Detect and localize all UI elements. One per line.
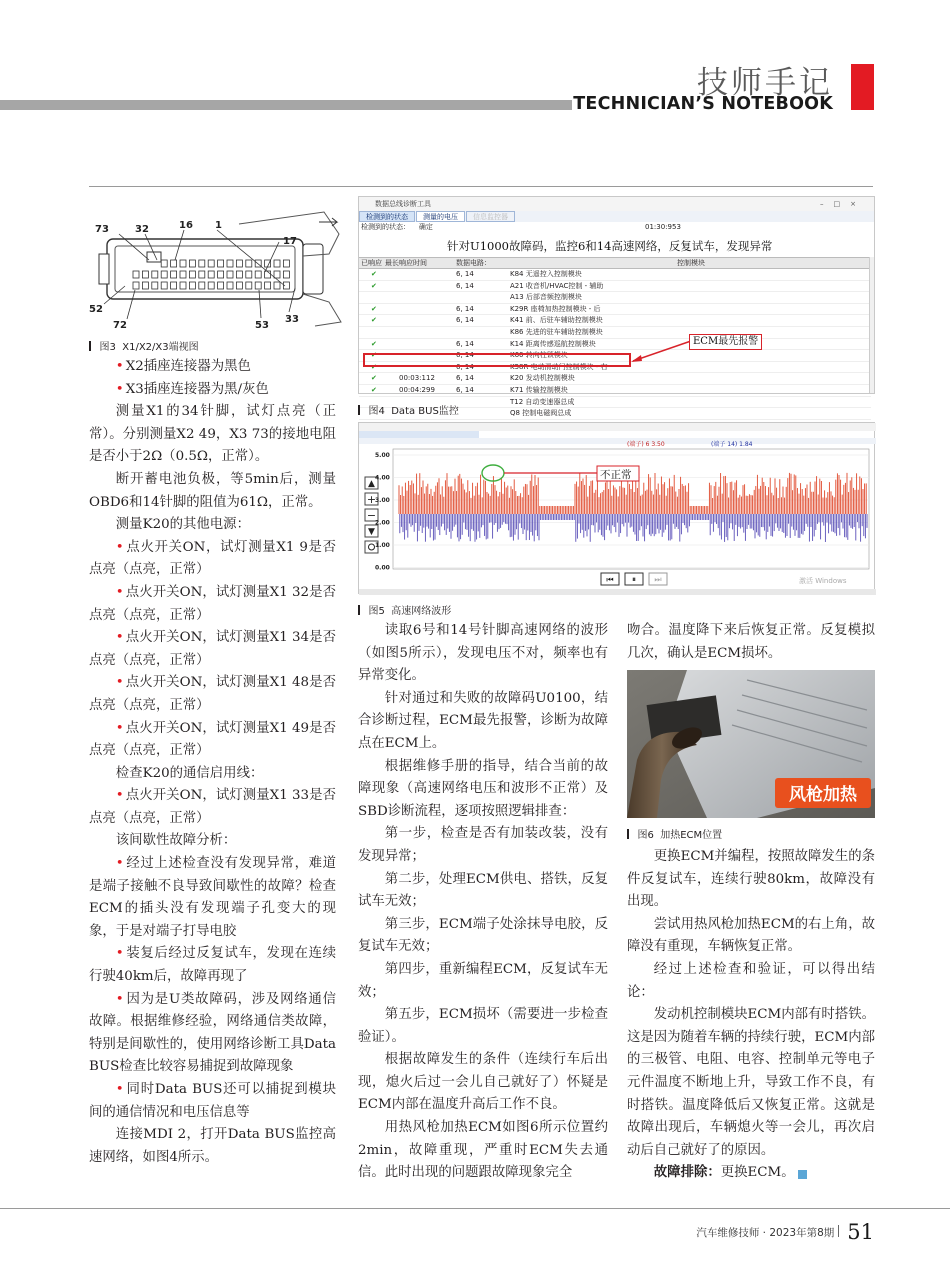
bullet-icon: •	[115, 584, 124, 600]
svg-text:−: −	[366, 509, 377, 522]
connector-pin	[152, 282, 158, 289]
row-module: K20 发动机控制模块	[510, 374, 575, 383]
section-title: 技师手记	[697, 65, 833, 101]
module-row	[359, 385, 871, 397]
paragraph: 更换ECM并编程，按照故障发生的条件反复试车，连续行驶80km，故障没有出现。	[627, 849, 875, 910]
pin-label-33: 33	[285, 314, 299, 325]
row-module: Q8 控制电磁阀总成	[510, 409, 572, 418]
svg-text:⏸: ⏸	[632, 575, 636, 584]
page-footer	[696, 1220, 874, 1244]
y-tick-label: 5.00	[375, 452, 390, 459]
figure-5-caption: 图5 高速网络波形	[358, 602, 451, 617]
module-row	[359, 339, 871, 351]
bullet-item: • 因为是U类故障码，涉及网络通信故障。根据维修经验，网络通信类故障，特别是间歇性的，使用网络诊断工具Data BUS检查比较容易捕捉到故障现象	[89, 991, 336, 1075]
heat-gun-label: 风枪加热	[789, 785, 857, 805]
bullet-item: • X2插座连接器为黑色	[115, 359, 251, 374]
article-column-2	[358, 620, 608, 1185]
row-module: T12 自动变速器总成	[510, 397, 575, 406]
pin6-readout: (端子) 6 3.50	[627, 441, 665, 448]
bullet-item: • 点火开关ON，试灯测量X1 32是否点亮（点亮，正常）	[89, 584, 336, 623]
paragraph: 测量X1的34针脚，试灯点亮（正常）。分别测量X2 49，X3 73的接地电阻是否小于2Ω（0.5Ω，正常）。	[89, 404, 336, 465]
connector-pin	[189, 271, 195, 278]
connector-pin	[274, 260, 280, 267]
pin-label-1: 1	[215, 220, 222, 231]
connector-pin	[255, 282, 261, 289]
figure-3-caption: 图3 X1/X2/X3端视图	[89, 338, 199, 353]
row-module: A21 收音机/HVAC控制 - 辅助	[510, 281, 604, 290]
connector-pin	[274, 282, 280, 289]
connector-pin	[171, 260, 177, 267]
bullet-item: • 点火开关ON，试灯测量X1 33是否点亮（点亮，正常）	[89, 788, 336, 826]
paragraph: 断开蓄电池负极，等5min后，测量OBD6和14针脚的阻值为61Ω，正常。	[89, 471, 336, 510]
figure-3-connector	[89, 194, 347, 334]
row-module: K86 先进的驻车辅助控制模块	[510, 327, 603, 336]
row-module: K58R 电动滑动门控制模块 - 右	[510, 362, 608, 371]
bullet-icon: •	[115, 539, 124, 555]
connector-pin	[161, 282, 167, 289]
row-time: 00:04:299	[399, 385, 435, 394]
row-module: K14 距离传感巡航控制模块	[510, 339, 596, 348]
connector-pin	[189, 260, 195, 267]
connector-pin	[161, 260, 167, 267]
svg-text:▲: ▲	[368, 479, 375, 489]
connector-pin	[246, 282, 252, 289]
module-row	[359, 373, 871, 385]
elapsed-time: 01:30:953	[645, 223, 681, 231]
row-module: K60 转向柱锁模块	[510, 351, 568, 360]
row-check: ✔	[371, 351, 377, 360]
header-rule	[0, 100, 572, 110]
row-pins: 6, 14	[456, 351, 474, 360]
ecm-alarm-callout: ECM最先报警	[689, 334, 762, 350]
row-check: ✔	[371, 385, 377, 394]
connector-pin	[246, 271, 252, 278]
connector-pin	[208, 271, 214, 278]
connector-pin	[180, 271, 186, 278]
row-check: ✔	[371, 316, 377, 325]
paragraph: 测量K20的其他电源：	[115, 517, 250, 533]
conclusion: 故障排除：更换ECM。 M	[653, 1165, 831, 1181]
connector-pin	[227, 282, 233, 289]
svg-text:+: +	[366, 493, 377, 506]
section-accent-block	[851, 64, 874, 110]
module-row	[359, 292, 871, 304]
connector-pin	[171, 282, 177, 289]
paragraph: 第五步，ECM损坏（需要进一步检查验证）。	[358, 1007, 608, 1045]
article-column-3-top	[627, 620, 875, 665]
end-mark: M	[798, 1170, 807, 1179]
connector-pin	[199, 271, 205, 278]
y-tick-label: 3.00	[375, 497, 390, 504]
row-check: ✔	[371, 304, 377, 313]
abnormal-callout: 不正常	[600, 469, 632, 481]
row-time: 00:03:112	[399, 374, 435, 383]
row-check: ✔	[371, 374, 377, 383]
paragraph: 吻合。温度降下来后恢复正常。反复模拟几次，确认是ECM损坏。	[627, 623, 875, 661]
paragraph: 发动机控制模块ECM内部有时搭铁。这是因为随着车辆的持续行驶，ECM内部的三极管、电阻、电容、控制单元等电子元件温度不断地上升，导致工作不良，有时搭铁。温度降低后又恢复正常。这就是故障出现后，车辆熄火等一会儿，再次启动后自己就好了的原因。	[627, 1007, 875, 1158]
paragraph: 针对通过和失败的故障码U0100，结合诊断过程，ECM最先报警，诊断为故障点在ECM上。	[358, 690, 608, 751]
paragraph: 尝试用热风枪加热ECM的右上角，故障没有重现，车辆恢复正常。	[627, 916, 875, 955]
pin-label-72: 72	[113, 320, 127, 331]
pin-label-16: 16	[179, 220, 193, 231]
pin-label-73: 73	[95, 224, 109, 235]
row-pins: 6, 14	[456, 374, 474, 383]
row-pins: 6, 14	[456, 281, 474, 290]
figure-6-caption: 图6 加热ECM位置	[627, 826, 722, 841]
connector-pin	[218, 282, 224, 289]
row-module: K71 传输控制模块	[510, 385, 568, 394]
y-tick-label: 1.00	[375, 542, 390, 549]
paragraph: 第一步，检查是否有加装改装，没有发现异常；	[358, 826, 608, 864]
bullet-icon: •	[115, 630, 124, 646]
bullet-item: • 点火开关ON，试灯测量X1 9是否点亮（点亮，正常）	[89, 539, 336, 578]
row-module: K84 无遥控入控制模块	[510, 270, 582, 278]
connector-pin	[152, 271, 158, 278]
connector-pin	[283, 260, 289, 267]
bullet-item: • 同时Data BUS还可以捕捉到模块间的通信情况和电压信息等	[89, 1082, 336, 1120]
connector-pin	[180, 260, 186, 267]
row-pins: 6, 14	[456, 304, 474, 313]
row-pins: 6, 14	[456, 362, 474, 371]
connector-pin	[218, 260, 224, 267]
magazine-issue: 汽车维修技师 · 2023年第8期	[696, 1227, 835, 1239]
connector-pin	[161, 271, 167, 278]
row-pins: 6, 14	[456, 339, 474, 348]
figure-4-caption: 图4 Data BUS监控	[358, 402, 459, 417]
tab-detected-state[interactable]: 检测到的状态	[359, 211, 415, 222]
module-row	[359, 269, 871, 281]
svg-text:▼: ▼	[368, 527, 375, 537]
connector-pin	[133, 271, 139, 278]
bullet-icon: •	[115, 675, 124, 691]
bullet-item: • 点火开关ON，试灯测量X1 34是否点亮（点亮，正常）	[89, 630, 336, 668]
y-tick-label: 2.00	[375, 519, 390, 527]
connector-pin	[218, 271, 224, 278]
bullet-item: • 装复后经过反复试车，发现在连续行驶40km后，故障再现了	[89, 946, 336, 985]
connector-pin	[236, 271, 242, 278]
row-check: ✔	[371, 281, 377, 290]
ecm-row-highlight	[363, 353, 631, 367]
connector-pin	[227, 271, 233, 278]
row-check: ✔	[371, 362, 377, 371]
bullet-icon: •	[115, 381, 124, 397]
connector-pin	[255, 271, 261, 278]
bullet-icon: •	[115, 788, 124, 804]
row-check: ✔	[371, 339, 377, 348]
row-module: K41 前、后驻车辅助控制模块	[510, 316, 603, 325]
pin-label-52: 52	[89, 304, 103, 315]
table-scrollbar[interactable]	[869, 257, 874, 393]
connector-pin	[199, 260, 205, 267]
paragraph: 该间歇性故障分析：	[115, 833, 237, 849]
bottom-divider	[0, 1208, 950, 1209]
module-row	[359, 304, 871, 316]
bullet-icon: •	[115, 991, 124, 1007]
y-tick-label: 4.00	[375, 474, 390, 482]
connector-pin	[199, 282, 205, 289]
connector-pin	[180, 282, 186, 289]
bullet-icon: •	[115, 1082, 124, 1097]
y-tick-label: 0.00	[375, 564, 390, 572]
windows-watermark: 激活 Windows	[799, 577, 847, 585]
paragraph: 第四步，重新编程ECM，反复试车无效；	[358, 961, 608, 1000]
connector-pin	[208, 260, 214, 267]
paragraph: 第三步，ECM端子处涂抹导电胶，反复试车无效；	[358, 916, 608, 955]
figure-4-annotation: 针对U1000故障码，监控6和14高速网络，反复试车，发现异常	[447, 239, 773, 253]
connector-pin	[142, 271, 148, 278]
window-tabs	[359, 211, 874, 222]
article-column-1	[89, 356, 336, 1169]
row-pins: 6, 14	[456, 316, 474, 325]
connector-pin	[227, 260, 233, 267]
bullet-item: • 点火开关ON，试灯测量X1 48是否点亮（点亮，正常）	[89, 675, 336, 713]
paragraph: 连接MDI 2，打开Data BUS监控高速网络，如图4所示。	[89, 1127, 336, 1165]
figure-6-photo	[627, 670, 875, 818]
connector-pin	[142, 282, 148, 289]
pin14-readout: (端子 14) 1.84	[711, 441, 753, 448]
page-number: 51	[847, 1220, 874, 1244]
figure-5-waveform-window	[358, 422, 875, 594]
module-row	[359, 327, 871, 339]
module-row	[359, 281, 871, 293]
row-pins: 6, 14	[456, 385, 474, 394]
connector-pin	[189, 282, 195, 289]
row-check: ✔	[371, 270, 377, 278]
tab-info-monitor[interactable]: 信息监控器	[466, 211, 515, 222]
row-module: A13 后部音频控制模块	[510, 293, 582, 302]
paragraph: 检查K20的通信启用线：	[115, 765, 264, 781]
window-titlebar: 数据总线诊断工具 –□×	[359, 197, 874, 211]
paragraph: 读取6号和14号针脚高速网络的波形（如图5所示），发现电压不对，频率也有异常变化。	[358, 623, 608, 684]
connector-pin	[236, 260, 242, 267]
tab-measured-voltage[interactable]: 测量的电压	[416, 211, 465, 222]
table-header: 已响应 最长响应时间 数据电路： 控制模块	[359, 257, 871, 269]
row-module: K29R 座椅加热控制模块 - 后	[510, 304, 601, 313]
connector-pin	[171, 271, 177, 278]
connector-pin	[236, 282, 242, 289]
bullet-icon: •	[115, 856, 124, 872]
pin-label-32: 32	[135, 224, 149, 235]
playback-controls	[601, 573, 667, 585]
pin-label-17: 17	[283, 236, 297, 247]
connector-pin	[265, 282, 271, 289]
bullet-icon: •	[115, 720, 124, 736]
bullet-item: • 经过上述检查没有发现异常，难道是端子接触不良导致间歇性的故障？检查ECM的插头没有发现端子孔变大的现象，于是对端子打导电胶	[89, 856, 336, 939]
connector-pin	[246, 260, 252, 267]
status-line: 检测到的状态： 确定 01:30:953	[361, 223, 681, 231]
article-column-3	[627, 846, 875, 1185]
connector-pin	[208, 282, 214, 289]
bullet-icon: •	[115, 946, 124, 962]
bullet-icon: •	[115, 359, 124, 374]
section-title-en: TECHNICIAN’S NOTEBOOK	[573, 94, 833, 114]
row-pins: 6, 14	[456, 270, 474, 278]
module-table	[359, 269, 871, 420]
connector-pin	[274, 271, 280, 278]
paragraph: 第二步，处理ECM供电、搭铁，反复试车无效；	[358, 871, 608, 910]
bullet-item: • X3插座连接器为黑/灰色	[115, 381, 269, 397]
pin-label-53: 53	[255, 320, 269, 331]
paragraph: 用热风枪加热ECM如图6所示位置约2min，故障重现，严重时ECM失去通信。此时出现的问题跟故障现象完全	[358, 1120, 608, 1181]
top-divider	[89, 186, 873, 187]
svg-text:⏭: ⏭	[654, 575, 662, 584]
paragraph: 根据故障发生的条件（连续行车后出现，熄火后过一会儿自己就好了）怀疑是ECM内部在温度升高后工作不良。	[358, 1052, 608, 1113]
svg-text:⏮: ⏮	[606, 575, 614, 584]
connector-pin	[283, 271, 289, 278]
connector-pin	[133, 282, 139, 289]
paragraph: 根据维修手册的指导，结合当前的故障现象（高速网络电压和波形不正常）及SBD诊断流程，逐项按照逻辑排查：	[358, 758, 608, 819]
module-row	[359, 315, 871, 327]
bullet-item: • 点火开关ON，试灯测量X1 49是否点亮（点亮，正常）	[89, 720, 336, 759]
paragraph: 经过上述检查和验证，可以得出结论：	[627, 961, 875, 1000]
